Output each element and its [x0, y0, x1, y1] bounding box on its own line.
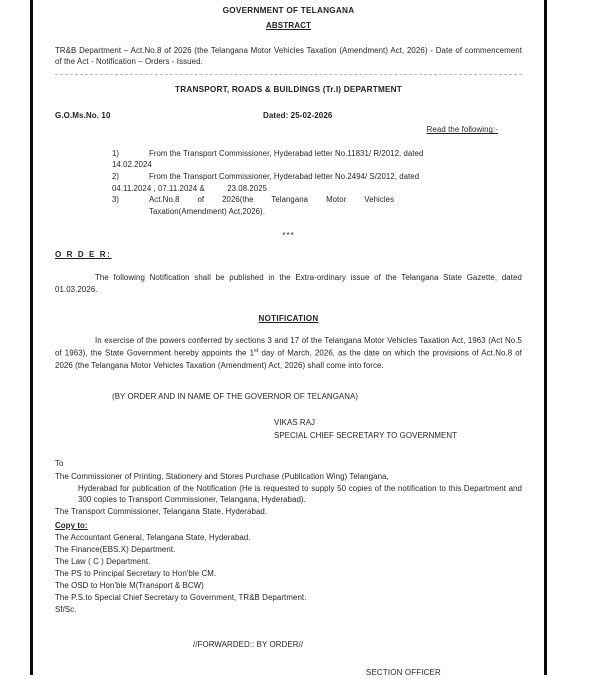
by-order-line: (BY ORDER AND IN NAME OF THE GOVERNOR OF TELANGANA) [112, 392, 359, 402]
copy-to-item: The Finance(EBS.X) Department. [55, 544, 176, 554]
reference-text-1: From the Transport Commissioner, Hyderabad letter No.11831/ R/2012, dated [149, 148, 424, 158]
signatory-designation: SPECIAL CHIEF SECRETARY TO GOVERNMENT [274, 430, 458, 440]
document-page [33, 0, 544, 678]
primary-recipient-line1: The Commissioner of Printing, Stationery and Stores Purchase (Publication Wing) Telangana, [55, 471, 389, 481]
section-officer-line: SECTION OFFICER [366, 668, 441, 678]
primary-recipient-line2: Hyderabad for publication of the Notification (He is requested to supply 50 copies of the notification to this Department and 300 copies to Transport Commissioner, Telangana, Hyderabad). [78, 483, 522, 505]
header-divider [55, 74, 522, 75]
ordinal-suffix: st [254, 348, 259, 355]
go-number: G.O.Ms.No. 10 [55, 111, 111, 121]
copy-to-item: The P.S.to Special Chief Secretary to Government, TR&B Department. [55, 592, 307, 602]
copy-to-label: Copy to: [55, 521, 88, 531]
copy-to-item: The Law ( C ) Department. [55, 556, 151, 566]
reference-continuation-2: 04.11.2024 , 07.11.2024 & 23.08.2025 [112, 183, 268, 193]
forwarded-line: //FORWARDED:: BY ORDER// [193, 639, 304, 649]
copy-to-item: Sf/Sc. [55, 604, 77, 614]
subject-line: TR&B Department – Act.No.8 of 2026 (the Telangana Motor Vehicles Taxation (Amendment) Act, 2026) - Date of commencement of the Act - Notification – Orders - Issued. [55, 45, 522, 67]
reference-continuation-3: Taxation(Amendment) Act,2026). [149, 207, 265, 217]
copy-to-list [55, 532, 522, 616]
reference-number-3: 3) [112, 195, 120, 205]
reference-text-3: Act.No.8 of 2026(the Telangana Motor Vehicles [149, 195, 395, 205]
notification-heading: NOTIFICATION [258, 313, 319, 323]
copy-to-item: The OSD to Hon'ble M(Transport & BCW) [55, 580, 204, 590]
reference-text-2: From the Transport Commissioner, Hyderabad letter No.2494/ S/2012, dated [149, 172, 420, 182]
notification-text-part1: In exercise of the powers conferred by sections 3 and 17 of the Telangana Motor Vehicles Taxation Act, 1963 (Act No.5 of 1963), the State Government hereby appoints the 1 [55, 336, 522, 358]
reference-number-1: 1) [112, 148, 120, 158]
department-heading: TRANSPORT, ROADS & BUILDINGS (Tr.I) DEPARTMENT [175, 85, 402, 95]
order-date: Dated: 25-02-2026 [263, 111, 333, 121]
reference-number-2: 2) [112, 172, 120, 182]
notification-text-part2: day of March, 2026, as the date on which the provisions of Act.No.8 of 2026 (the Telangana Motor Vehicles Taxation (Amendment) Act, 2026) shall come into force. [55, 348, 522, 371]
abstract-label: ABSTRACT [265, 20, 312, 30]
copy-to-item: The PS to Principal Secretary to Hon'ble CM. [55, 568, 217, 578]
order-paragraph: The following Notification shall be published in the Extra-ordinary issue of the Telangana State Gazette, dated 01.03.2026. [55, 273, 522, 295]
reference-item-2 [112, 171, 434, 183]
scan-edge-right [544, 0, 547, 675]
reference-item-3 [112, 194, 434, 217]
document-body [55, 5, 522, 679]
reference-item-1 [112, 148, 434, 160]
order-meta-row [55, 110, 522, 121]
copy-to-item: The Accountant General, Telangana State, Hyderabad. [55, 532, 251, 542]
signature-block [55, 417, 522, 442]
reference-list [112, 148, 434, 218]
signatory-name: VIKAS RAJ [274, 417, 316, 427]
primary-recipient [55, 471, 522, 507]
order-heading: O R D E R: [55, 250, 112, 260]
reference-continuation-1: 14.02.2024 [112, 160, 152, 170]
star-separator: *** [282, 230, 295, 240]
second-recipient: The Transport Commissioner, Telangana State, Hyderabad. [55, 507, 268, 517]
to-label: To [55, 459, 64, 469]
read-following-label: Read the following:- [426, 125, 498, 135]
notification-paragraph [55, 335, 522, 372]
government-title: GOVERNMENT OF TELANGANA [222, 6, 355, 15]
